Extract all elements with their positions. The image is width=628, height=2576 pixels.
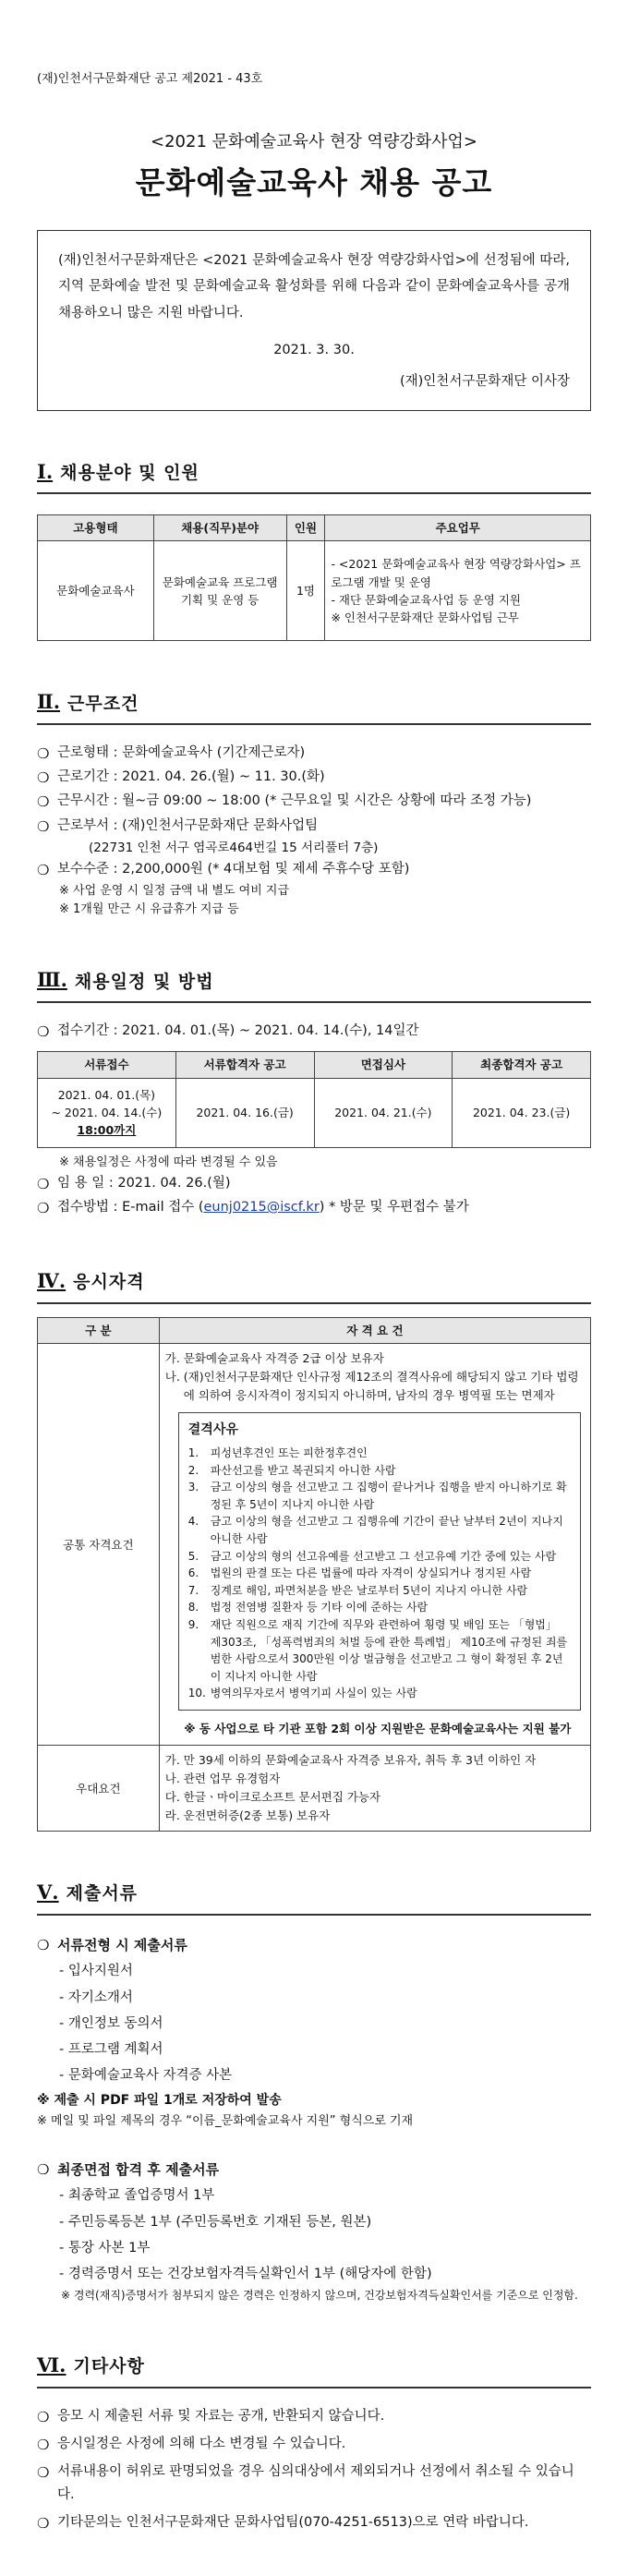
list-item: 2. 파산선고를 받고 복권되지 아니한 사람 [187,1463,396,1477]
section-title: 제출서류 [66,1883,139,1905]
list-item: ❍ 임 용 일 : 2021. 04. 26.(월) [37,1172,591,1196]
list-item: 3. 금고 이상의 형을 선고받고 그 집행이 끝나거나 집행을 받지 아니하기로 확정된 후 5년이 지나지 아니한 사람 [187,1481,567,1511]
duty-item: ※ 인천서구문화재단 문화사업팀 근무 [331,611,519,625]
list-item: - 최종학교 졸업증명서 1부 [59,2188,215,2204]
section-recruitment [37,457,591,642]
email-link[interactable]: eunj0215@iscf.kr [203,1200,320,1215]
table-row [38,1078,591,1147]
circle-bullet-icon: ❍ [37,817,50,835]
preferred-label: 우대요건 [38,1746,160,1832]
section-heading [37,687,591,725]
circle-bullet-icon: ❍ [37,1175,50,1192]
section-number: Ⅴ. [37,1881,59,1905]
circle-bullet-icon: ❍ [37,2408,50,2425]
table-header-row [38,1317,591,1343]
schedule-note: ※ 채용일정은 사정에 따라 변경될 수 있음 [59,1155,278,1169]
section-title: 채용분야 및 인원 [60,462,199,483]
table-header: 고용형태 [38,515,154,541]
main-duties [325,541,591,641]
preferred-requirements [159,1746,590,1832]
section-conditions [37,687,591,919]
section-heading [37,965,591,1003]
final-pass-date: 2021. 04. 23.(금) [453,1078,591,1147]
list-item: ❍ 보수수준 : 2,200,000원 (* 4대보험 및 제세 주휴수당 포함) [37,858,591,882]
list-item: 10. 병역의무자로서 병역기피 사실이 있는 사람 [187,1687,417,1700]
disqualification-box [178,1412,581,1711]
circle-bullet-icon: ❍ [37,861,50,878]
section-schedule [37,965,591,1220]
section-number: Ⅱ. [37,690,61,714]
list-item: - 문화예술교육사 자격증 사본 [59,2068,233,2084]
list-item: - 자기소개서 [59,1989,133,2005]
pay-note: ※ 1개월 만근 시 유급휴가 지급 등 [59,902,239,917]
table-header: 자 격 요 건 [159,1317,590,1343]
submission-note: ※ 메일 및 파일 제목의 경우 “이름_문화예술교육사 지원” 형식으로 기재 [37,2114,414,2129]
section-number: Ⅲ. [37,968,67,992]
common-requirements [159,1344,590,1746]
application-period: 2021. 04. 01.(목) ~ 2021. 04. 14.(수) 18:00까지 [38,1078,176,1147]
list-item: 4. 금고 이상의 형을 선고받고 그 집행유예 기간이 끝난 날부터 2년이 지나지 아니한 사람 [187,1515,563,1545]
list-item: ❍ 근로부서 : (재)인천서구문화재단 문화사업팀 [37,815,591,839]
group-heading: ❍ 최종면접 합격 후 제출서류 [37,2157,591,2183]
interview-date: 2021. 04. 21.(수) [314,1078,453,1147]
section-title: 채용일정 및 방법 [74,971,214,992]
section-title: 응시자격 [73,1272,145,1293]
job-field: 문화예술교육 프로그램 기획 및 운영 등 [153,541,286,641]
duty-item: - 재단 문화예술교육사업 등 운영 지원 [331,592,521,607]
circle-bullet-icon: ❍ [37,769,50,787]
list-item: ❍ 근로기간 : 2021. 04. 26.(월) ~ 11. 30.(화) [37,766,591,790]
list-item: ❍ 접수기간 : 2021. 04. 01.(목) ~ 2021. 04. 14.(수), 14일간 [37,1020,591,1044]
duty-item: - <2021 문화예술교육사 현장 역량강화사업> 프로그램 개발 및 운영 [331,557,581,589]
circle-bullet-icon: ❍ [37,793,50,811]
list-item: - 통장 사본 1부 [59,2240,151,2256]
list-item: - 개인정보 동의서 [59,2015,163,2031]
list-item: 8. 법정 전염병 질환자 등 기타 이에 준하는 사람 [187,1601,429,1615]
pay-note: ※ 사업 운영 시 일정 금액 내 별도 여비 지급 [59,884,290,899]
intro-signature: (재)인천서구문화재단 이사장 [399,374,570,390]
table-header-row [38,1052,591,1078]
conditions-list [37,742,591,919]
document-group [37,2157,591,2304]
qualification-table [37,1317,591,1832]
table-header: 최종합격자 공고 [453,1052,591,1078]
list-item: - 주민등록등본 1부 (주민등록번호 기재된 등본, 원본) [59,2214,372,2230]
list-item: ❍ 근로형태 : 문화예술교육사 (기간제근로자) [37,742,591,766]
list-item: - 경력증명서 또는 건강보험자격득실확인서 1부 (해당자에 한함) [59,2267,432,2282]
section-heading [37,457,591,495]
circle-bullet-icon: ❍ [37,2514,50,2532]
list-item: 다. 한글ㆍ마이크로소프트 문서편집 가능자 [164,1790,381,1805]
career-note: ※ 경력(재직)증명서가 첨부되지 않은 경력은 인정하지 않으며, 건강보험자격득실확인서를 기준으로 인정함. [61,2289,578,2303]
headcount: 1명 [286,541,325,641]
list-item: ❍ 응모 시 제출된 서류 및 자료는 공개, 반환되지 않습니다. [37,2405,591,2429]
list-item: 나. (재)인천서구문화재단 인사규정 제12조의 결격사유에 해당되지 않고 기타 법령에 의하여 응시자격이 정지되지 아니하며, 남자의 경우 병역필 또는 면제자 [164,1370,579,1403]
circle-bullet-icon: ❍ [37,1022,50,1040]
circle-bullet-icon: ❍ [37,2436,50,2453]
circle-bullet-icon: ❍ [37,744,50,762]
table-header: 서류접수 [38,1052,176,1078]
circle-bullet-icon: ❍ [37,1936,50,1953]
section-number: Ⅵ. [37,2353,66,2377]
recruitment-table [37,514,591,641]
list-item: 1. 피성년후견인 또는 피한정후견인 [187,1445,368,1459]
list-item: 나. 관련 업무 유경험자 [164,1772,281,1786]
list-item: 라. 운전면허증(2종 보통) 보유자 [164,1808,331,1823]
section-heading [37,2351,591,2389]
list-item: 가. 만 39세 이하의 문화예술교육사 자격증 보유자, 취득 후 3년 이하인 자 [164,1753,537,1768]
doc-pass-date: 2021. 04. 16.(금) [175,1078,314,1147]
table-row [38,1746,591,1832]
intro-box [37,230,591,410]
section-title: 근무조건 [67,693,139,714]
list-item: ❍ 기타문의는 인천서구문화재단 문화사업팀(070-4251-6513)으로 연락 바랍니다. [37,2511,591,2535]
list-item: ❍ 응시일정은 사정에 의해 다소 변경될 수 있습니다. [37,2433,591,2457]
schedule-table [37,1051,591,1148]
document-group [37,1932,591,2133]
section-documents [37,1878,591,2304]
schedule-list [37,1020,591,1220]
circle-bullet-icon: ❍ [37,2464,50,2482]
circle-bullet-icon: ❍ [37,2160,50,2178]
section-heading [37,1266,591,1304]
common-requirements-label: 공통 자격요건 [38,1344,160,1746]
list-item: 5. 금고 이상의 형의 선고유예를 선고받고 그 선고유예 기간 중에 있는 사람 [187,1549,557,1563]
list-item: ❍ 접수방법 : E-mail 접수 (eunj0215@iscf.kr) * 방문 및 우편접수 불가 [37,1196,591,1220]
list-item: ❍ 서류내용이 허위로 판명되었을 경우 심의대상에서 제외되거나 선정에서 취소될 수 있습니다. [37,2461,591,2508]
list-item: - 입사지원서 [59,1964,133,1979]
disqualification-title: 결격사유 [187,1422,238,1438]
table-row [38,1344,591,1746]
table-row [38,541,591,641]
section-title: 기타사항 [73,2356,145,2377]
common-note: ※ 동 사업으로 타 기관 포함 2회 이상 지원받은 문화예술교육사는 지원 불가 [184,1721,572,1735]
table-header: 채용(직무)분야 [153,515,286,541]
section-heading [37,1878,591,1916]
notice-number: (재)인천서구문화재단 공고 제2021 - 43호 [37,72,263,86]
section-qualifications [37,1266,591,1832]
etc-list [37,2405,591,2536]
section-number: Ⅰ. [37,459,54,483]
employment-type: 문화예술교육사 [38,541,154,641]
list-item: 가. 문화예술교육사 자격증 2급 이상 보유자 [164,1351,384,1366]
section-etc [37,2351,591,2535]
work-address: (22731 인천 서구 염곡로464번길 15 서리풀터 7층) [89,840,379,855]
table-header: 서류합격자 공고 [175,1052,314,1078]
circle-bullet-icon: ❍ [37,1200,50,1217]
table-header-row [38,515,591,541]
intro-text: (재)인천서구문화재단은 <2021 문화예술교육사 현장 역량강화사업>에 선정됨에 따라, 지역 문화예술 발전 및 문화예술교육 활성화를 위해 다음과 같이 문화예술교육사를 공개 채용하오니 많은 지원 바랍니다. [58,253,570,320]
list-item: 9. 재단 직원으로 재직 기간에 직무와 관련하여 횡령 및 배임 또는 「형법」 제303조, 「성폭력범죄의 처벌 등에 관한 특례법」 제10조에 규정된 죄를 범한 사람으로서 300만원 이상 벌금형을 선고받고 그 형이 확정된 후 2년이 지나지 아니한 사람 [187,1617,568,1683]
intro-date: 2021. 3. 30. [273,342,355,357]
table-header: 면접심사 [314,1052,453,1078]
section-number: Ⅳ. [37,1269,66,1293]
list-item: ❍ 근무시간 : 월~금 09:00 ~ 18:00 (* 근무요일 및 시간은 상황에 따라 조정 가능) [37,790,591,814]
list-item: - 프로그램 계획서 [59,2042,163,2058]
table-header: 주요업무 [325,515,591,541]
notice-subtitle: <2021 문화예술교육사 현장 역량강화사업> [151,132,477,152]
list-item: 6. 법원의 판결 또는 다른 법률에 따라 자격이 상실되거나 정지된 사람 [187,1566,532,1580]
table-header: 구 분 [38,1317,160,1343]
notice-title: 문화예술교육사 채용 공고 [135,164,493,201]
list-item: 7. 징계로 해임, 파면처분을 받은 날로부터 5년이 지나지 아니한 사람 [187,1583,528,1597]
submission-note: ※ 제출 시 PDF 파일 1개로 저장하여 발송 [37,2092,282,2108]
table-header: 인원 [286,515,325,541]
group-heading: ❍ 서류전형 시 제출서류 [37,1932,591,1959]
